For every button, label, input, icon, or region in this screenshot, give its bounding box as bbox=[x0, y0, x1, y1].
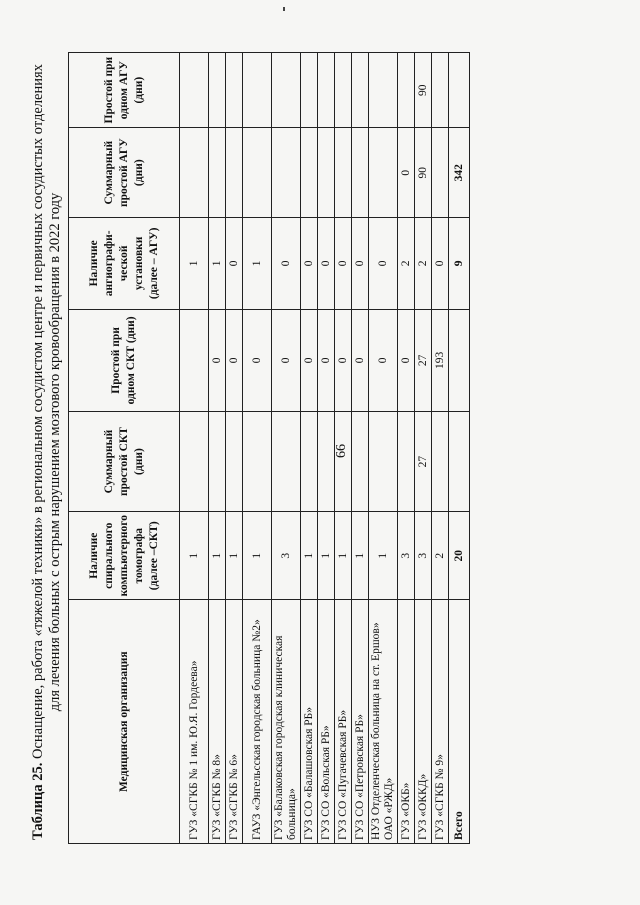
value-cell bbox=[352, 412, 369, 512]
value-cell: 1 bbox=[209, 512, 226, 600]
value-cell bbox=[209, 412, 226, 512]
value-cell bbox=[432, 128, 449, 218]
value-cell: 0 bbox=[243, 309, 272, 411]
org-name-cell: ГУЗ «СГКБ № 6» bbox=[226, 600, 243, 844]
table-row bbox=[398, 53, 415, 844]
value-cell bbox=[301, 53, 318, 128]
value-cell: 27 bbox=[415, 412, 432, 512]
value-cell bbox=[318, 128, 335, 218]
value-cell: 1 bbox=[180, 512, 209, 600]
header-cell: Наличие ангиографи-ческой установки (далее – АГУ) bbox=[69, 218, 180, 310]
value-cell bbox=[318, 412, 335, 512]
value-cell bbox=[226, 128, 243, 218]
scan-mark bbox=[283, 7, 285, 11]
value-cell bbox=[369, 53, 398, 128]
value-cell bbox=[272, 412, 301, 512]
value-cell: 0 bbox=[226, 309, 243, 411]
value-cell bbox=[398, 412, 415, 512]
value-cell bbox=[272, 53, 301, 128]
header-cell: Наличие спирального компьютерного томографа (далее –СКТ) bbox=[69, 512, 180, 600]
value-cell bbox=[209, 53, 226, 128]
value-cell: 0 bbox=[318, 309, 335, 411]
table-row bbox=[226, 53, 243, 844]
value-cell bbox=[335, 412, 352, 512]
equipment-table bbox=[68, 52, 470, 844]
value-cell bbox=[352, 128, 369, 218]
value-cell: 2 bbox=[415, 218, 432, 310]
value-cell: 3 bbox=[398, 512, 415, 600]
table-row bbox=[272, 53, 301, 844]
total-value-cell bbox=[449, 309, 470, 411]
value-cell: 0 bbox=[301, 309, 318, 411]
value-cell bbox=[352, 53, 369, 128]
total-value-cell: 20 bbox=[449, 512, 470, 600]
table-row bbox=[209, 53, 226, 844]
table-row bbox=[369, 53, 398, 844]
caption-text: Оснащение, работа «тяжелой техники» в региональном сосудистом центре и первичных сосудистых отделениях bbox=[30, 64, 46, 763]
total-value-cell: 342 bbox=[449, 128, 470, 218]
value-cell bbox=[301, 128, 318, 218]
org-name-cell: ГУЗ СО «Петровская РБ» bbox=[352, 600, 369, 844]
table-row bbox=[243, 53, 272, 844]
value-cell: 0 bbox=[398, 309, 415, 411]
org-name-cell: ГУЗ «СГКБ № 1 им. Ю.Я. Гордеева» bbox=[180, 600, 209, 844]
value-cell bbox=[226, 53, 243, 128]
caption-label: Таблица 25. bbox=[30, 762, 46, 840]
value-cell: 1 bbox=[180, 218, 209, 310]
value-cell: 0 bbox=[272, 218, 301, 310]
value-cell bbox=[243, 412, 272, 512]
value-cell: 2 bbox=[398, 218, 415, 310]
value-cell: 0 bbox=[369, 309, 398, 411]
value-cell: 0 bbox=[352, 309, 369, 411]
value-cell: 0 bbox=[398, 128, 415, 218]
table-row bbox=[432, 53, 449, 844]
value-cell bbox=[335, 53, 352, 128]
value-cell: 1 bbox=[318, 512, 335, 600]
value-cell bbox=[369, 412, 398, 512]
table-row bbox=[301, 53, 318, 844]
value-cell: 1 bbox=[352, 512, 369, 600]
value-cell: 0 bbox=[318, 218, 335, 310]
org-name-cell: НУЗ Отделенческая больница на ст. Ершов» ОАО «РЖД» bbox=[369, 600, 398, 844]
total-row bbox=[449, 53, 470, 844]
caption-line-1 bbox=[30, 52, 47, 852]
value-cell: 3 bbox=[415, 512, 432, 600]
value-cell: 193 bbox=[432, 309, 449, 411]
value-cell bbox=[398, 53, 415, 128]
value-cell bbox=[180, 128, 209, 218]
value-cell: 0 bbox=[335, 218, 352, 310]
org-name-cell: ГУЗ «СГКБ № 8» bbox=[209, 600, 226, 844]
value-cell: 1 bbox=[335, 512, 352, 600]
value-cell: 1 bbox=[209, 218, 226, 310]
value-cell: 90 bbox=[415, 53, 432, 128]
value-cell bbox=[180, 412, 209, 512]
table-row bbox=[352, 53, 369, 844]
header-cell: Медицинская организация bbox=[69, 600, 180, 844]
value-cell bbox=[369, 128, 398, 218]
header-cell: Суммарный простой АГУ (дни) bbox=[69, 128, 180, 218]
header-cell: Суммарный простой СКТ (дни) bbox=[69, 412, 180, 512]
table-caption bbox=[30, 52, 64, 852]
value-cell: 2 bbox=[432, 512, 449, 600]
value-cell: 1 bbox=[369, 512, 398, 600]
total-value-cell bbox=[449, 412, 470, 512]
value-cell: 0 bbox=[335, 309, 352, 411]
value-cell bbox=[180, 309, 209, 411]
value-cell bbox=[272, 128, 301, 218]
header-cell: Простой при одном АГУ (дни) bbox=[69, 53, 180, 128]
value-cell: 0 bbox=[272, 309, 301, 411]
value-cell: 0 bbox=[301, 218, 318, 310]
value-cell bbox=[226, 412, 243, 512]
table-row bbox=[318, 53, 335, 844]
total-label-cell: Всего bbox=[449, 600, 470, 844]
value-cell bbox=[318, 53, 335, 128]
org-name-cell: ГУЗ СО «Пугачевская РБ» bbox=[335, 600, 352, 844]
value-cell: 3 bbox=[272, 512, 301, 600]
caption-line-2: для лечения больных с острым нарушением мозгового кровообращения в 2022 году bbox=[47, 192, 63, 712]
org-name-cell: ГУЗ СО «Балашовская РБ» bbox=[301, 600, 318, 844]
value-cell bbox=[432, 53, 449, 128]
total-value-cell bbox=[449, 53, 470, 128]
org-name-cell: ГУЗ «ОКБ» bbox=[398, 600, 415, 844]
value-cell: 0 bbox=[352, 218, 369, 310]
org-name-cell: ГУЗ СО «Вольская РБ» bbox=[318, 600, 335, 844]
value-cell: 0 bbox=[369, 218, 398, 310]
value-cell bbox=[243, 128, 272, 218]
page-number: 66 bbox=[334, 444, 349, 458]
value-cell: 0 bbox=[226, 218, 243, 310]
value-cell: 0 bbox=[432, 218, 449, 310]
value-cell: 90 bbox=[415, 128, 432, 218]
total-value-cell: 9 bbox=[449, 218, 470, 310]
value-cell: 1 bbox=[226, 512, 243, 600]
header-cell: Простой при одном СКТ (дни) bbox=[69, 309, 180, 411]
value-cell bbox=[209, 128, 226, 218]
table-body bbox=[180, 53, 470, 844]
org-name-cell: ГУЗ «ОККД» bbox=[415, 600, 432, 844]
value-cell bbox=[301, 412, 318, 512]
org-name-cell: ГУЗ «СГКБ № 9» bbox=[432, 600, 449, 844]
value-cell bbox=[335, 128, 352, 218]
org-name-cell: ГАУЗ «Энгельсская городская больница №2» bbox=[243, 600, 272, 844]
value-cell: 1 bbox=[301, 512, 318, 600]
value-cell: 1 bbox=[243, 512, 272, 600]
value-cell bbox=[243, 53, 272, 128]
table-row bbox=[415, 53, 432, 844]
value-cell: 0 bbox=[209, 309, 226, 411]
value-cell: 1 bbox=[243, 218, 272, 310]
rotated-content bbox=[30, 52, 560, 852]
table-row bbox=[180, 53, 209, 844]
value-cell bbox=[432, 412, 449, 512]
value-cell bbox=[180, 53, 209, 128]
org-name-cell: ГУЗ «Балаковская городская клиническая больница» bbox=[272, 600, 301, 844]
header-row bbox=[69, 53, 180, 844]
value-cell: 27 bbox=[415, 309, 432, 411]
